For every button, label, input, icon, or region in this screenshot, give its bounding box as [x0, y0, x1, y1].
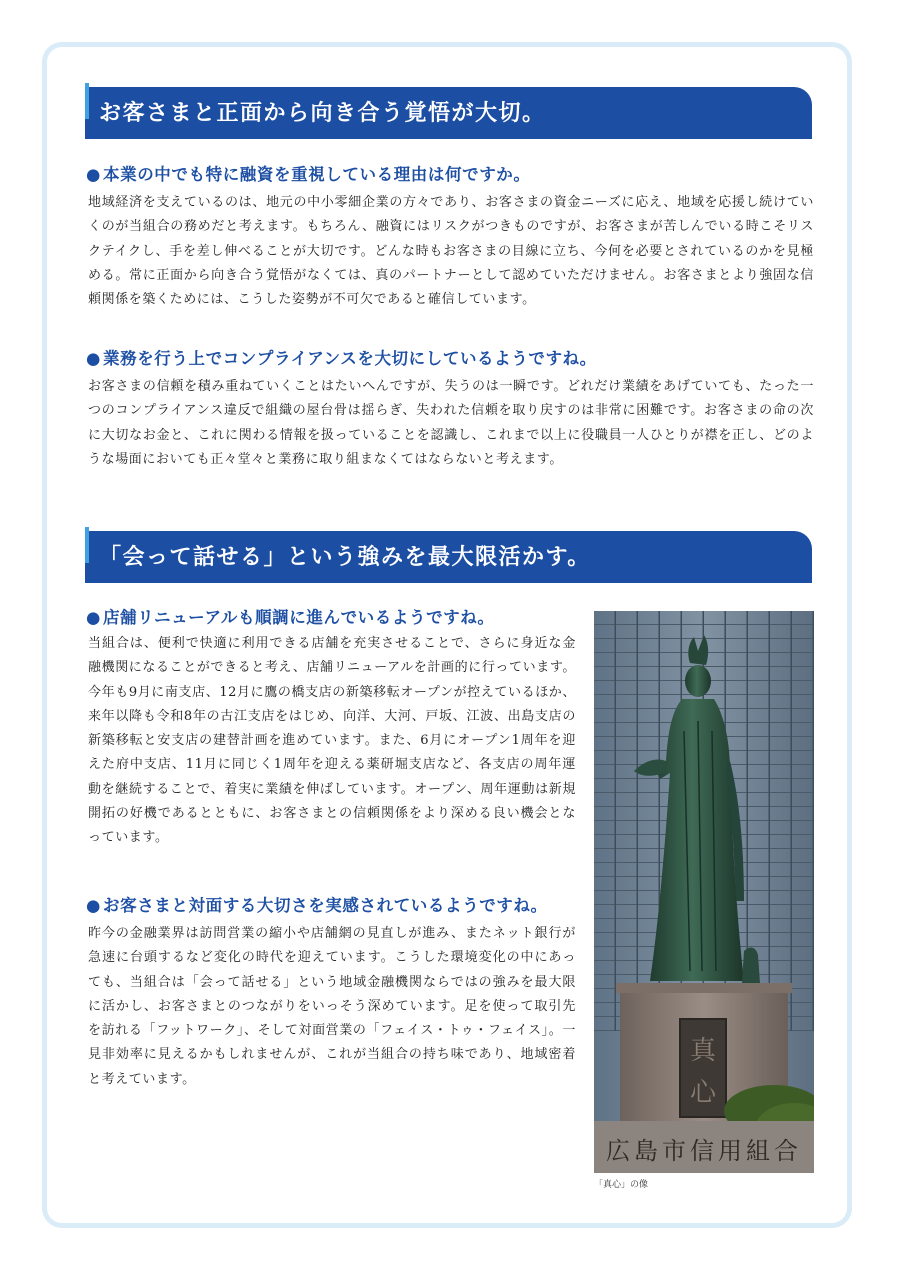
section2-q1-heading — [86, 604, 495, 628]
photo-caption: 「真心」の像 — [594, 1180, 649, 1190]
section2-q1-body: 当組合は、便利で快適に利用できる店舗を充実させることで、さらに身近な金融機関になることができると考え、店舗リニューアルを計画的に行っています。今年も9月に南支店、12月に鷹の橋支店の新築移転オープンが控えているほか、来年以降も令和8年の古江支店をはじめ、向洋、大河、戸坂、江波、出島支店の新築移転と安支店の建替計画を進めています。また、6月にオープン1周年を迎えた府中支店、11月に同じく1周年を迎える薬研堀支店など、各支店の周年運動を継続することで、着実に業績を伸ばしています。オープン、周年運動は新規開拓の好機であるとともに、お客さまとの信頼関係をより深める良い機会となっています。 — [88, 636, 576, 846]
question-text: お客さまと対面する大切さを実感されているようですね。 — [103, 896, 548, 915]
section1-q1-body: 地域経済を支えているのは、地元の中小零細企業の方々であり、お客さまの資金ニーズに応え、地域を応援し続けていくのが当組合の務めだと考えます。もちろん、融資にはリスクがつきものですが、お客さまが苦しんでいる時こそリスクテイクし、手を差し伸べることが大切です。どんな時もお客さまの目線に立ち、今何を必要とされているのかを見極める。常に正面から向き合う覚悟がなくては、真のパートナーとして認めていただけません。お客さまとより強固な信頼関係を築くためには、こうした姿勢が不可欠であると確信しています。 — [88, 195, 814, 308]
section1-q1-heading — [86, 161, 531, 185]
question-text: 店舗リニューアルも順調に進んでいるようですね。 — [103, 608, 495, 627]
section1-title: お客さまと正面から向き合う覚悟が大切。 — [99, 100, 546, 126]
plaque-char-1: 真 — [689, 1036, 717, 1066]
question-text: 業務を行う上でコンプライアンスを大切にしているようですね。 — [103, 349, 597, 368]
section1-banner — [85, 87, 812, 139]
section2-q2-body: 昨今の金融業界は訪問営業の縮小や店舗網の見直しが進み、またネット銀行が急速に台頭するなど変化の時代を迎えています。こうした環境変化の中にあっても、当組合は「会って話せる」という地域金融機関ならではの強みを最大限に活かし、お客さまとのつながりをいっそう深めています。足を使って取引先を訪れる「フットワーク」、そして対面営業の「フェイス・トゥ・フェイス」。一見非効率に見えるかもしれませんが、これが当組合の持ち味であり、地域密着と考えています。 — [88, 926, 576, 1087]
statue-photo — [594, 611, 814, 1173]
bullet-icon: ● — [86, 349, 101, 368]
section1-q2-body: お客さまの信頼を積み重ねていくことはたいへんですが、失うのは一瞬です。どれだけ業績をあげていても、たった一つのコンプライアンス違反で組織の屋台骨は揺らぎ、失われた信頼を取り戻すのは非常に困難です。お客さまの命の次に大切なお金と、これに関わる情報を扱っていることを認識し、これまで以上に役職員一人ひとりが襟を正し、どのような場面においても正々堂々と業務に取り組まなくてはならないと考えます。 — [88, 379, 814, 467]
section2-banner — [85, 531, 812, 583]
bullet-icon: ● — [86, 608, 101, 627]
plaque-char-2: 心 — [689, 1078, 717, 1108]
banner-accent — [85, 527, 89, 563]
banner-accent — [85, 83, 89, 119]
pedestal-inscription: 広島市信用組合 — [606, 1137, 802, 1165]
question-text: 本業の中でも特に融資を重視している理由は何ですか。 — [103, 165, 531, 184]
bullet-icon: ● — [86, 896, 101, 915]
section1-q2-heading — [86, 345, 597, 369]
section2-q2-heading — [86, 892, 548, 916]
bullet-icon: ● — [86, 165, 101, 184]
statue-illustration — [594, 611, 814, 1173]
section2-title: 「会って話せる」という強みを最大限活かす。 — [99, 544, 591, 570]
